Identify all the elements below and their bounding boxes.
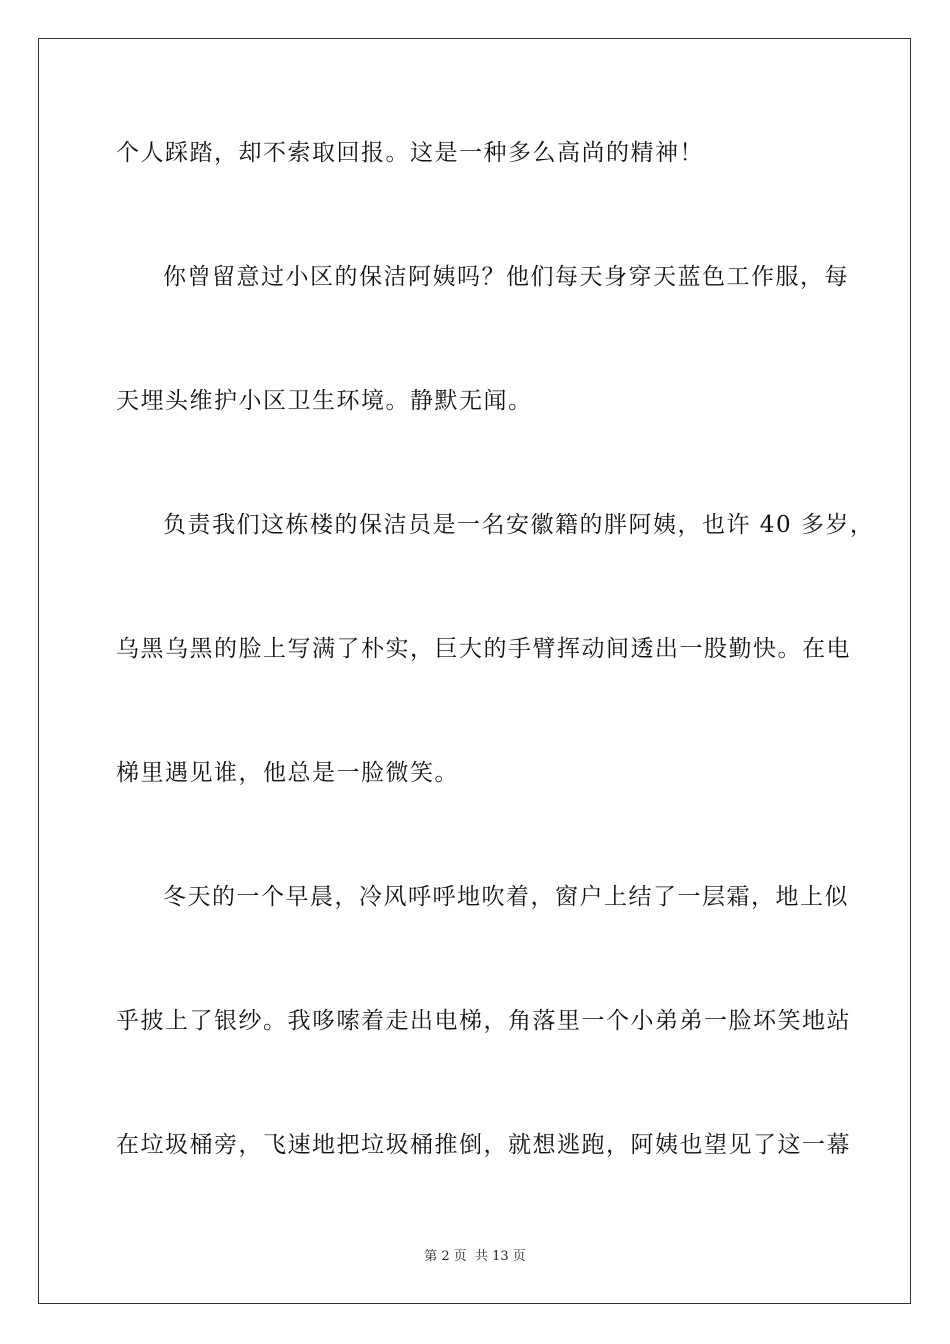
text-line: 个人踩踏，却不索取回报。这是一种多么高尚的精神！ [116,140,704,166]
page-number: 第 2 页 [424,1249,467,1264]
text-line: 在垃圾桶旁，飞速地把垃圾桶推倒，就想逃跑，阿姨也望见了这一幕 [116,1132,851,1158]
paragraph-first-line: 负责我们这栋楼的保洁员是一名安徽籍的胖阿姨，也许 40 多岁， [163,512,875,538]
paragraph-first-line: 冬天的一个早晨，冷风呼呼地吹着，窗户上结了一层霜，地上似 [163,884,849,910]
text-line: 乌黑乌黑的脸上写满了朴实，巨大的手臂挥动间透出一股勤快。在电 [116,636,851,662]
text-line: 天埋头维护小区卫生环境。静默无闻。 [116,388,533,414]
text-line: 梯里遇见谁，他总是一脸微笑。 [116,760,459,786]
paragraph-first-line: 你曾留意过小区的保洁阿姨吗？他们每天身穿天蓝色工作服，每 [163,264,849,290]
page-total: 共 13 页 [474,1249,526,1264]
page-border [38,38,911,1304]
page-footer [0,1248,950,1266]
text-line: 乎披上了银纱。我哆嗦着走出电梯，角落里一个小弟弟一脸坏笑地站 [116,1008,851,1034]
